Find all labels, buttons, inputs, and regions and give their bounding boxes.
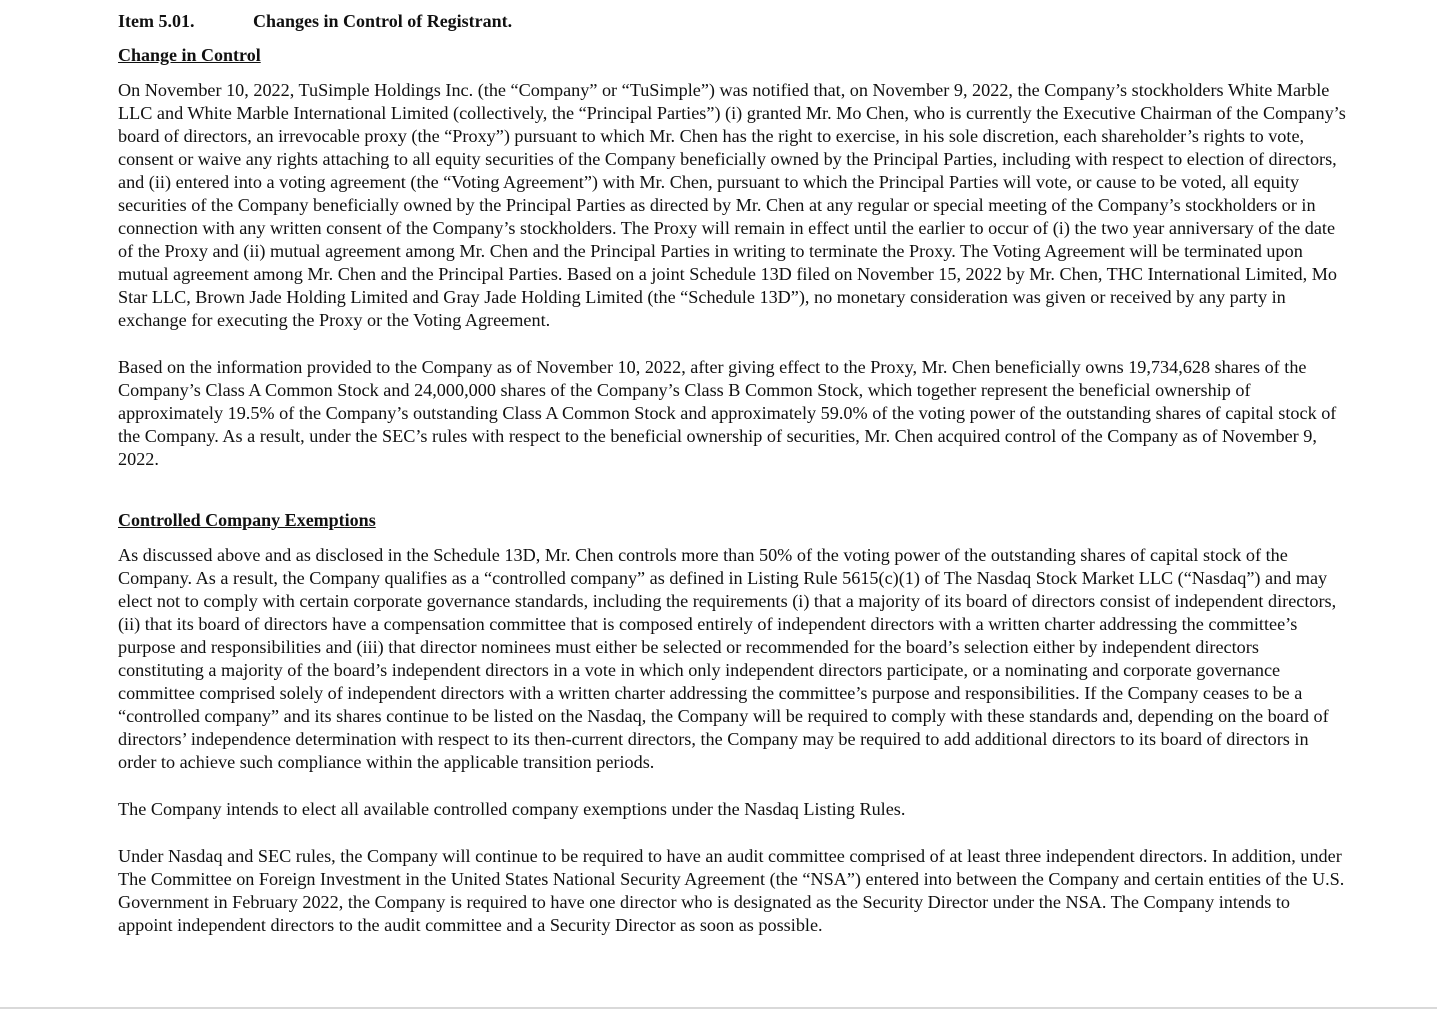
section-title-controlled-company-exemptions: Controlled Company Exemptions	[118, 510, 376, 530]
paragraph-exemptions-intent: The Company intends to elect all available controlled company exemptions under the Nasdaq Listing Rules.	[118, 799, 906, 819]
page-bottom-divider	[0, 1007, 1437, 1009]
document-page	[118, 8, 1346, 937]
item-title: Changes in Control of Registrant.	[253, 11, 513, 31]
item-number: Item 5.01.	[118, 11, 195, 31]
item-heading	[118, 8, 1346, 34]
section-title-change-in-control: Change in Control	[118, 45, 261, 65]
paragraph-audit-committee: Under Nasdaq and SEC rules, the Company will continue to be required to have an audit committee comprised of at least three independent directors. In addition, under The Committee on Foreign Investment in the United States National Security Agreement (the “NSA”) entered into between the Company and certain entities of the U.S. Government in February 2022, the Company is required to have one director who is designated as the Security Director under the NSA. The Company intends to appoint independent directors to the audit committee and a Security Director as soon as possible.	[118, 846, 1345, 935]
paragraph-controlled-company: As discussed above and as disclosed in the Schedule 13D, Mr. Chen controls more than 50% of the voting power of the outstanding shares of capital stock of the Company. As a result, the Company qualifies as a “controlled company” as defined in Listing Rule 5615(c)(1) of The Nasdaq Stock Market LLC (“Nasdaq”) and may elect not to comply with certain corporate governance standards, including the requirements (i) that a majority of its board of directors consist of independent directors, (ii) that its board of directors have a compensation committee that is composed entirely of independent directors with a written charter addressing the committee’s purpose and responsibilities and (iii) that director nominees must either be selected or recommended for the board’s selection either by independent directors constituting a majority of the board’s independent directors in a vote in which only independent directors participate, or a nominating and corporate governance committee comprised solely of independent directors with a written charter addressing the committee’s purpose and responsibilities. If the Company ceases to be a “controlled company” and its shares continue to be listed on the Nasdaq, the Company will be required to comply with these standards and, depending on the board of directors’ independence determination with respect to its then-current directors, the Company may be required to add additional directors to its board of directors in order to achieve such compliance within the applicable transition periods.	[118, 545, 1337, 772]
paragraph-proxy-grant: On November 10, 2022, TuSimple Holdings Inc. (the “Company” or “TuSimple”) was notified that, on November 9, 2022, the Company’s stockholders White Marble LLC and White Marble International Limited (collectively, the “Principal Parties”) (i) granted Mr. Mo Chen, who is currently the Executive Chairman of the Company’s board of directors, an irrevocable proxy (the “Proxy”) pursuant to which Mr. Chen has the right to exercise, in his sole discretion, each shareholder’s rights to vote, consent or waive any rights attaching to all equity securities of the Company beneficially owned by the Principal Parties, including with respect to election of directors, and (ii) entered into a voting agreement (the “Voting Agreement”) with Mr. Chen, pursuant to which the Principal Parties will vote, or cause to be voted, all equity securities of the Company beneficially owned by the Principal Parties as directed by Mr. Chen at any regular or special meeting of the Company’s stockholders or in connection with any written consent of the Company’s stockholders. The Proxy will remain in effect until the earlier to occur of (i) the two year anniversary of the date of the Proxy and (ii) mutual agreement among Mr. Chen and the Principal Parties in writing to terminate the Proxy. The Voting Agreement will be terminated upon mutual agreement among Mr. Chen and the Principal Parties. Based on a joint Schedule 13D filed on November 15, 2022 by Mr. Chen, THC International Limited, Mo Star LLC, Brown Jade Holding Limited and Gray Jade Holding Limited (the “Schedule 13D”), no monetary consideration was given or received by any party in exchange for executing the Proxy or the Voting Agreement.	[118, 80, 1346, 330]
paragraph-beneficial-ownership: Based on the information provided to the Company as of November 10, 2022, after giving effect to the Proxy, Mr. Chen beneficially owns 19,734,628 shares of the Company’s Class A Common Stock and 24,000,000 shares of the Company’s Class B Common Stock, which together represent the beneficial ownership of approximately 19.5% of the Company’s outstanding Class A Common Stock and approximately 59.0% of the voting power of the outstanding shares of capital stock of the Company. As a result, under the SEC’s rules with respect to the beneficial ownership of securities, Mr. Chen acquired control of the Company as of November 9, 2022.	[118, 357, 1337, 469]
